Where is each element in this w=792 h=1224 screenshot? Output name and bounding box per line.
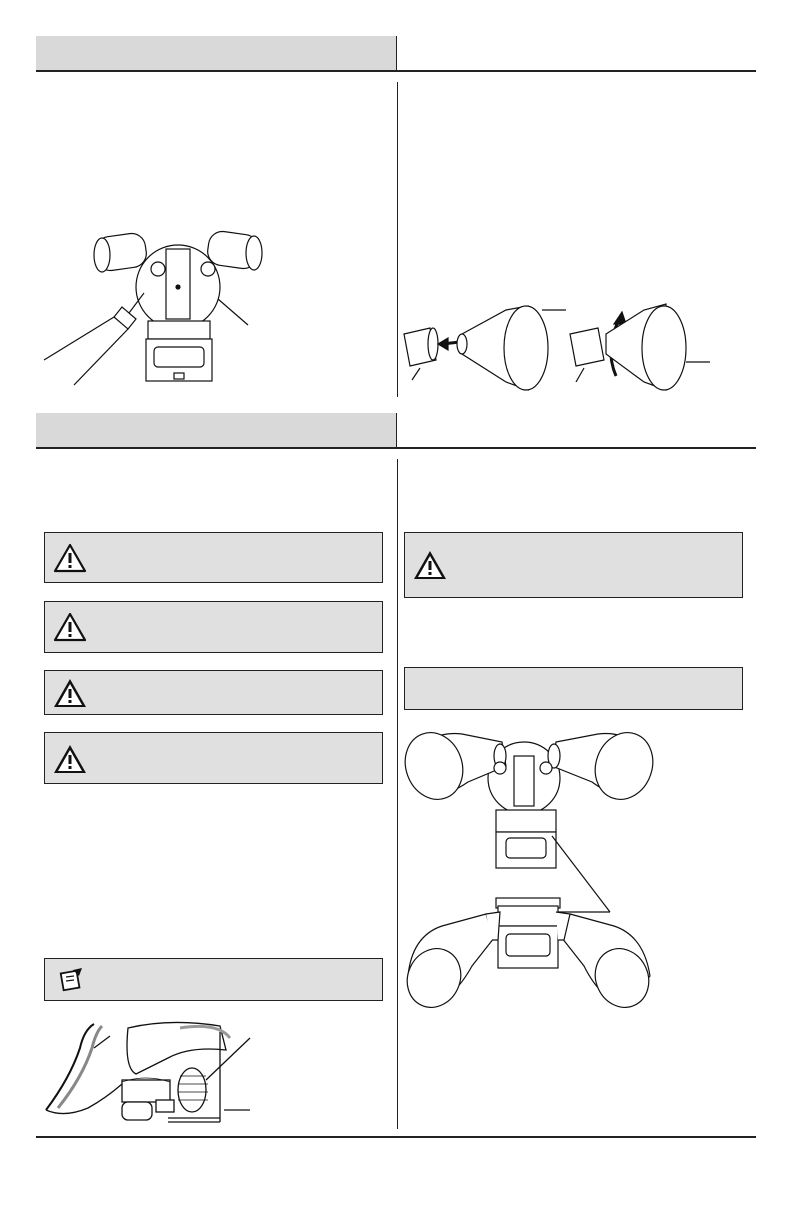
note-pencil-icon <box>59 967 85 993</box>
page-bottom-rule <box>36 1136 756 1138</box>
warning-triangle-icon <box>53 543 87 573</box>
warning-triangle-icon <box>53 612 87 642</box>
section-banner-bottom-left <box>36 413 396 448</box>
floodlight-fixture-illustration <box>402 726 664 1008</box>
warning-box-2 <box>44 601 383 653</box>
bulb-closeup-figure <box>40 1018 270 1126</box>
section-rule-top <box>36 70 756 72</box>
note-box <box>44 958 383 1001</box>
warning-triangle-filled-icon <box>413 550 447 580</box>
lamp-shade-install-figure <box>398 298 728 398</box>
banner-divider-bottom <box>396 413 397 448</box>
warning-triangle-filled-icon <box>53 744 87 774</box>
fixture-positions-figure <box>402 726 664 1008</box>
bulb-closeup-illustration <box>40 1018 270 1126</box>
warning-box-4 <box>44 732 383 784</box>
lamp-shade-illustration <box>398 298 728 398</box>
warning-box-3 <box>44 670 383 715</box>
warning-box-right <box>404 532 743 598</box>
column-divider-bottom <box>397 459 398 1129</box>
caulk-fixture-figure <box>36 225 296 390</box>
section-banner-top-left <box>36 36 396 71</box>
info-box-right <box>404 667 743 710</box>
warning-triangle-filled-icon <box>53 678 87 708</box>
banner-divider-top <box>396 36 397 71</box>
section-rule-bottom <box>36 447 756 449</box>
caulk-gun-illustration <box>36 225 296 390</box>
warning-box-1 <box>44 532 383 583</box>
